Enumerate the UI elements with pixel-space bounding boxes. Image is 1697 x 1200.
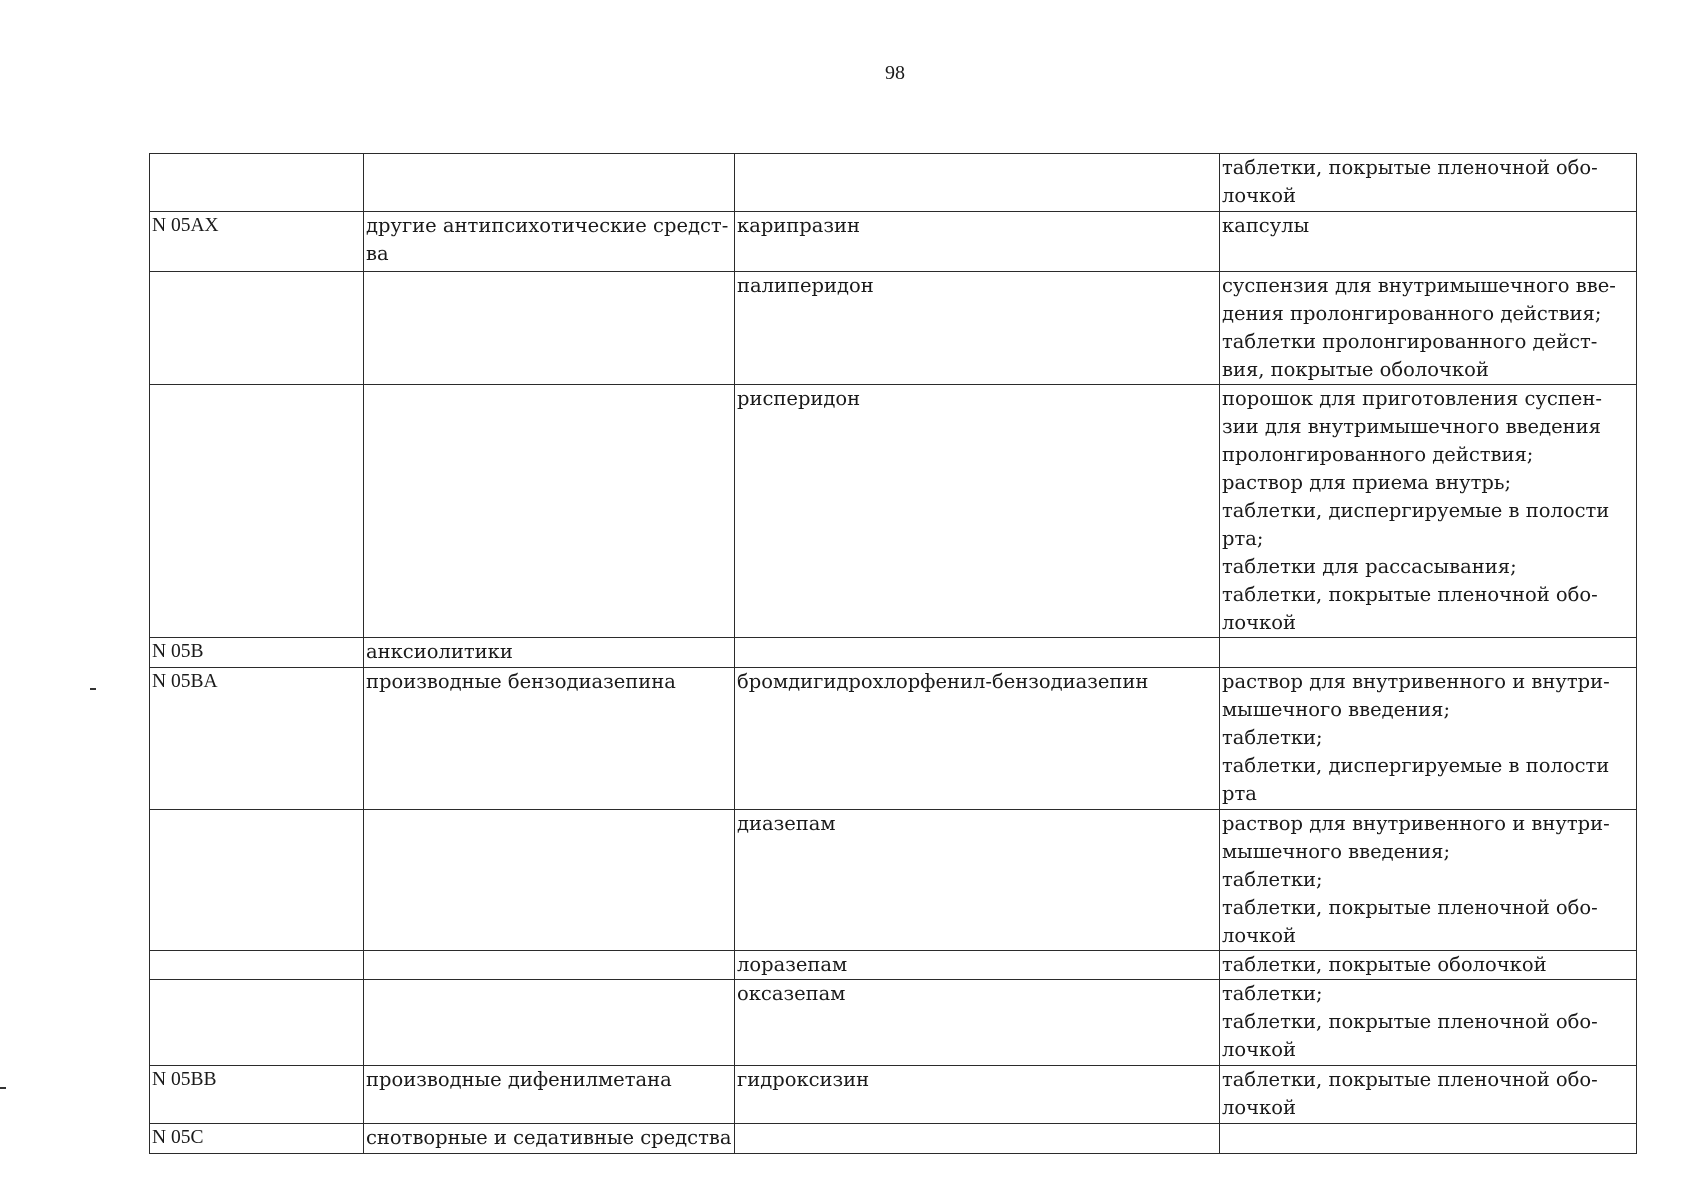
- atc-code-cell: [150, 810, 364, 951]
- drug-name-cell: диазепам: [735, 810, 1220, 951]
- drug-name-cell: палиперидон: [735, 272, 1220, 385]
- dosage-forms-cell: порошок для приготовления суспен- зии для внутримышечного введения пролонгированного действия; раствор для приема внутрь; таблетки, диспергируемые в полости рта; таблетки для рассасывания; таблетки, покрытые пленочной обо- лочкой: [1220, 385, 1637, 638]
- group-name-cell: [364, 272, 735, 385]
- atc-code-cell: N 05BA: [150, 668, 364, 810]
- medicines-table: [149, 153, 1637, 1154]
- drug-name-cell: карипразин: [735, 212, 1220, 272]
- drug-name-cell: гидроксизин: [735, 1066, 1220, 1124]
- atc-code-cell: [150, 272, 364, 385]
- dosage-forms-cell: [1220, 638, 1637, 668]
- drug-name-cell: [735, 1124, 1220, 1154]
- group-name-cell: [364, 980, 735, 1066]
- dosage-forms-cell: таблетки, покрытые пленочной обо- лочкой: [1220, 154, 1637, 212]
- group-name-cell: производные дифенилметана: [364, 1066, 735, 1124]
- scan-mark: [90, 688, 96, 690]
- atc-code-cell: [150, 951, 364, 980]
- group-name-cell: [364, 385, 735, 638]
- atc-code-cell: N 05C: [150, 1124, 364, 1154]
- drug-name-cell: лоразепам: [735, 951, 1220, 980]
- dosage-forms-cell: раствор для внутривенного и внутри- мышечного введения; таблетки; таблетки, диспергируемые в полости рта: [1220, 668, 1637, 810]
- atc-code-cell: [150, 980, 364, 1066]
- group-name-cell: производные бензодиазепина: [364, 668, 735, 810]
- group-name-cell: другие антипсихотические средст- ва: [364, 212, 735, 272]
- table-row: [150, 212, 1637, 272]
- dosage-forms-cell: таблетки; таблетки, покрытые пленочной обо- лочкой: [1220, 980, 1637, 1066]
- atc-code-cell: N 05BB: [150, 1066, 364, 1124]
- drug-name-cell: [735, 638, 1220, 668]
- table-row: [150, 980, 1637, 1066]
- group-name-cell: снотворные и седативные средства: [364, 1124, 735, 1154]
- atc-code-cell: [150, 385, 364, 638]
- dosage-forms-cell: таблетки, покрытые пленочной обо- лочкой: [1220, 1066, 1637, 1124]
- page-number: 98: [885, 62, 905, 84]
- atc-code-cell: N 05B: [150, 638, 364, 668]
- table-row: [150, 668, 1637, 810]
- dosage-forms-cell: суспензия для внутримышечного вве- дения пролонгированного действия; таблетки пролонгированного дейст- вия, покрытые оболочкой: [1220, 272, 1637, 385]
- table-row: [150, 154, 1637, 212]
- table-row: [150, 638, 1637, 668]
- drug-name-cell: бромдигидрохлорфенил-бензодиазепин: [735, 668, 1220, 810]
- drug-name-cell: оксазепам: [735, 980, 1220, 1066]
- table-row: [150, 272, 1637, 385]
- drug-name-cell: [735, 154, 1220, 212]
- dosage-forms-cell: раствор для внутривенного и внутри- мышечного введения; таблетки; таблетки, покрытые пленочной обо- лочкой: [1220, 810, 1637, 951]
- atc-code-cell: [150, 154, 364, 212]
- group-name-cell: анксиолитики: [364, 638, 735, 668]
- scan-mark: [0, 1087, 6, 1089]
- table-row: [150, 385, 1637, 638]
- dosage-forms-cell: капсулы: [1220, 212, 1637, 272]
- drug-name-cell: рисперидон: [735, 385, 1220, 638]
- table-row: [150, 951, 1637, 980]
- table-row: [150, 1124, 1637, 1154]
- table-row: [150, 1066, 1637, 1124]
- atc-code-cell: N 05AX: [150, 212, 364, 272]
- dosage-forms-cell: [1220, 1124, 1637, 1154]
- group-name-cell: [364, 154, 735, 212]
- dosage-forms-cell: таблетки, покрытые оболочкой: [1220, 951, 1637, 980]
- table-row: [150, 810, 1637, 951]
- group-name-cell: [364, 951, 735, 980]
- group-name-cell: [364, 810, 735, 951]
